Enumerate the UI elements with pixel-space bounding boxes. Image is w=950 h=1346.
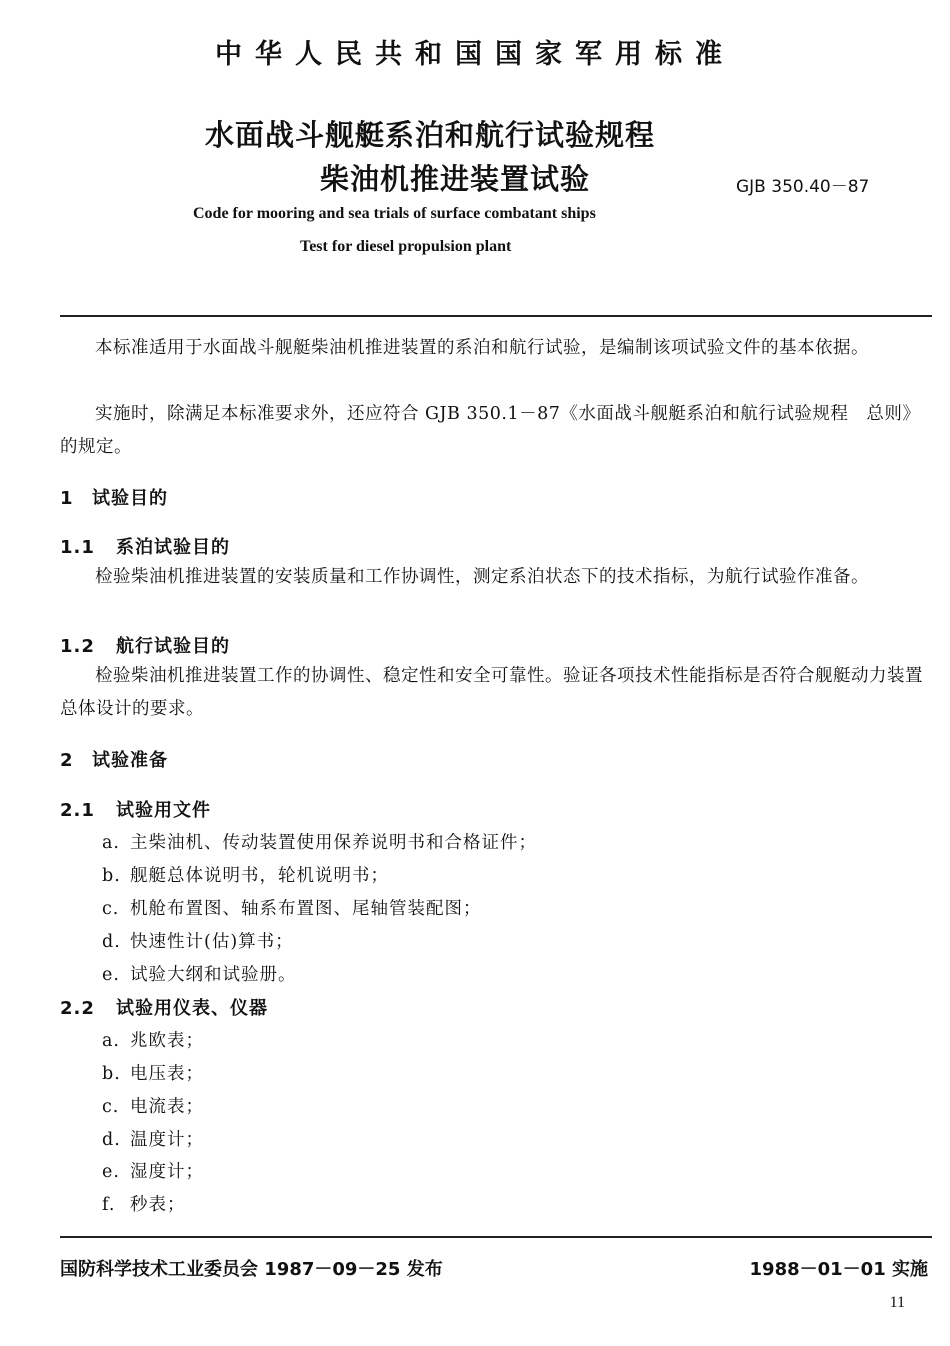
- section-number: 2.1: [60, 800, 95, 821]
- intro-paragraph-2: 实施时，除满足本标准要求外，还应符合 GJB 350.1－87《水面战斗舰艇系泊和航行试验规程 总则》的规定。: [60, 404, 921, 457]
- section-2-2-heading: [60, 994, 268, 1020]
- list-item: a. 兆欧表；: [102, 1031, 204, 1051]
- section-title: 航行试验目的: [116, 636, 230, 657]
- list-item: c. 电流表；: [102, 1097, 204, 1117]
- section-number: 1.2: [60, 636, 95, 657]
- list-item: a. 主柴油机、传动装置使用保养说明书和合格证件；: [102, 833, 537, 853]
- section-1-heading: [60, 484, 168, 510]
- list-item: f. 秒表；: [102, 1195, 186, 1215]
- section-number: 2.2: [60, 998, 95, 1019]
- effective-date: 1988－01－01 实施: [749, 1259, 928, 1280]
- page-number: 11: [889, 1294, 905, 1311]
- standard-number: GJB 350.40－87: [736, 177, 870, 197]
- title-cn-line2: 柴油机推进装置试验: [320, 162, 591, 196]
- section-1-2-body: 检验柴油机推进装置工作的协调性、稳定性和安全可靠性。验证各项技术性能指标是否符合舰艇动力装置总体设计的要求。: [60, 666, 923, 719]
- section-1-1-body: 检验柴油机推进装置的安装质量和工作协调性，测定系泊状态下的技术指标，为航行试验作准备。: [95, 567, 869, 587]
- section-title: 试验准备: [92, 750, 168, 771]
- section-2-heading: [60, 746, 168, 772]
- list-item: e. 湿度计；: [102, 1162, 204, 1182]
- list-item: b. 电压表；: [102, 1064, 204, 1084]
- section-title: 试验用仪表、仪器: [116, 998, 268, 1019]
- intro-paragraph-1: 本标准适用于水面战斗舰艇柴油机推进装置的系泊和航行试验，是编制该项试验文件的基本依据。: [95, 338, 869, 358]
- section-1-1-heading: [60, 533, 230, 559]
- section-1-2-heading: [60, 632, 230, 658]
- list-item: c. 机舱布置图、轴系布置图、尾轴管装配图；: [102, 899, 482, 919]
- section-number: 1: [60, 488, 74, 509]
- title-en-line2: Test for diesel propulsion plant: [300, 238, 512, 255]
- title-en-line1: Code for mooring and sea trials of surface combatant ships: [193, 205, 596, 222]
- section-title: 试验用文件: [116, 800, 211, 821]
- title-cn-line1: 水面战斗舰艇系泊和航行试验规程: [205, 118, 656, 152]
- section-number: 2: [60, 750, 74, 771]
- top-divider: [60, 315, 932, 317]
- list-item: b. 舰艇总体说明书，轮机说明书；: [102, 866, 389, 886]
- list-item: e. 试验大纲和试验册。: [102, 965, 297, 985]
- section-title: 系泊试验目的: [116, 537, 230, 558]
- section-title: 试验目的: [92, 488, 168, 509]
- section-number: 1.1: [60, 537, 95, 558]
- list-item: d. 温度计；: [102, 1130, 204, 1150]
- issue-date: 国防科学技术工业委员会 1987－09－25 发布: [60, 1259, 443, 1280]
- section-2-1-heading: [60, 796, 211, 822]
- standard-org-header: 中华人民共和国国家军用标准: [215, 39, 735, 70]
- bottom-divider: [60, 1236, 932, 1238]
- list-item: d. 快速性计(估)算书；: [102, 932, 294, 952]
